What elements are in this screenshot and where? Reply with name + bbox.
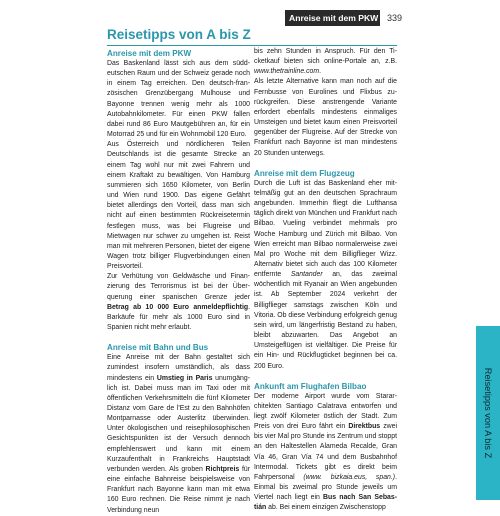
- left-column: [107, 47, 250, 516]
- text-run: Eine Anreise mit der Bahn gestaltet sich zumindest insofern umständlich, als dass mindestens ein: [107, 354, 250, 382]
- heading-anreise-flugzeug: Anreise mit dem Flugzeug: [254, 168, 355, 178]
- bold-text: Richtpreis: [205, 465, 240, 473]
- bold-text: Umstieg in Paris: [156, 374, 213, 382]
- paragraph: [107, 353, 250, 516]
- page-number: 339: [387, 13, 403, 23]
- paragraph: Aus Österreich und nördlicheren Teilen Deutschlands ist die gesamte Strecke an einem Tag wohl nur mit zwei Fahrern und einem Kraftakt zu bewältigen. Von Hamburg summieren sich 1650 Kilometer, von Berlin und Wien rund 1900. Das eigene Gefährt bietet allerdings den Vorteil, dass man sich nicht auf einen bestimmten Rückreisetermin festlegen muss, was bei Flugreise und Mietwagen nur schwer zu umgehen ist. Reist man mit mehreren Personen, bietet der eigene Wagen trotz billiger Flugverbindungen einen Preisvorteil.: [107, 141, 250, 271]
- right-column: [254, 47, 397, 514]
- text-run: Der moderne Airport wurde vom Stararchitekten Santiago Calatrava entworfen und liegt zwölf Kilometer östlich der Stadt. Zum Preis von drei Euro fährt ein: [254, 392, 397, 431]
- paragraph: [254, 179, 397, 372]
- italic-text: Santander: [290, 271, 323, 279]
- bold-text: Betrag ab 10 000 Euro anmeldepflichtig: [107, 303, 249, 311]
- text-run: an, das zweimal wöchentlich mit Ryanair an Wien angebunden ist. Ab September 2024 verkehrt der Billigflieger samstags zwischen Köln und Vitoria. Ob diese Verbindung erfolgreich genug sein wird, um längerfristig Bestand zu haben, bleibt abzuwarten. Das Angebot an Umsteigeflügen ist vielfältiger. Die Preise für ein Hin- und Rückflugticket beginnen bei ca. 200 Euro.: [254, 271, 397, 370]
- text-run: Zur Verhütung von Geldwäsche und Finanzierung des Terrorismus ist bei der Überquerung einer spanischen Grenze jeder: [107, 273, 250, 301]
- side-tab-label: Reisetipps von A bis Z: [483, 367, 493, 459]
- text-run: bis zehn Stunden in Anspruch. Für den Ticketkauf bieten sich online-Portale an, z.B.: [254, 48, 397, 66]
- bold-text: Direktbus: [348, 423, 381, 431]
- text-run: .: [319, 68, 322, 76]
- paragraph: Das Baskenland lässt sich aus dem süddeutschen Raum und der Schweiz gerade noch in einem Tag erreichen. Den deutsch-französischen Grenzübergang Mulhouse und Bayonne trennen wenig mehr als 1000 Autobahnkilometer. Für einen PKW fallen dabei rund 86 Euro Mautgebühren an, für ein Motorrad 25 und für ein Wohnmobil 120 Euro.: [107, 60, 250, 139]
- title-rule: [107, 45, 397, 46]
- paragraph: [254, 392, 397, 514]
- paragraph: [254, 47, 397, 77]
- page-title: Reisetipps von A bis Z: [107, 27, 251, 42]
- italic-link-text: (www. bizkaia.eus, span.): [303, 473, 396, 481]
- text-run: ab. Bei einem einzigen Zwischenstopp: [266, 504, 386, 512]
- side-tab: [476, 326, 500, 500]
- italic-link-text: www.thetrainline.com: [254, 68, 320, 76]
- running-header: Anreise mit dem PKW: [285, 10, 380, 26]
- text-run: unumgänglich ist. Dabei muss man im Taxi oder mit öffentlichen Verkehrsmitteln die fünf Kilometer Distanz vom Gare de l'Est zu den Bahnhöfen Montparnasse oder Austerlitz überwinden. Unter ökologischen und reisephilosophischen Gesichtspunkten ist der Versuch dennoch empfehlenswert und kann mit einem Kurzaufenthalt in Frankreichs Hauptstadt verbunden werden. Als groben: [107, 374, 250, 473]
- heading-anreise-pkw: Anreise mit dem PKW: [107, 49, 192, 58]
- text-run: für eine einfache Bahnreise beispielsweise von Frankfurt nach Bayonne kann man mit etwa 160 Euro rechnen. Die Reise nimmt je nach Verbindung neun: [107, 465, 250, 514]
- heading-ankunft-flughafen: Ankunft am Flughafen Bilbao: [254, 381, 367, 391]
- bold-text: Bus nach San Sebastián: [254, 494, 397, 512]
- text-run: Durch die Luft ist das Baskenland eher mittelmäßig gut an den deutschen Sprachraum angebunden. Immerhin fliegt die Lufthansa täglich direkt von München und Frankfurt nach Bilbao. Vueling verbindet mehrmals pro Woche Hamburg und Zürich mit Bilbao. Von Wien erreicht man Bilbao normalerweise zwei Mal pro Woche mit dem Billigflieger Wizz. Alternativ bietet sich auch das 100 Kilometer entfernte: [254, 179, 397, 279]
- text-run: zwei bis vier Mal pro Stunde ins Zentrum und stoppt an den Haltestellen Alameda Recalde, Gran Vía 46, Gran Vía 74 und dem Busbahnhof Intermodal. Tickets gibt es direkt beim Fahrpersonal: [254, 423, 398, 481]
- paragraph: Als letzte Alternative kann man noch auf die Fernbusse von Eurolines und Flixbus zurückgreifen. Diese anstrengende Variante erfordert ebenfalls mindestens einmaliges Umsteigen und bietet kaum einen Preisvorteil gegenüber der Flugreise. Auf der Strecke von Frankfurt nach Bayonne ist man mindestens 20 Stunden unterwegs.: [254, 78, 397, 157]
- paragraph: [107, 272, 250, 333]
- heading-anreise-bahn-bus: Anreise mit Bahn und Bus: [107, 343, 209, 353]
- text-run: . Einmal bis zweimal pro Stunde jeweils um Viertel nach liegt ein: [254, 473, 397, 502]
- text-run: . Barkäufe für mehr als 1000 Euro sind in Spanien nicht mehr erlaubt.: [107, 303, 250, 332]
